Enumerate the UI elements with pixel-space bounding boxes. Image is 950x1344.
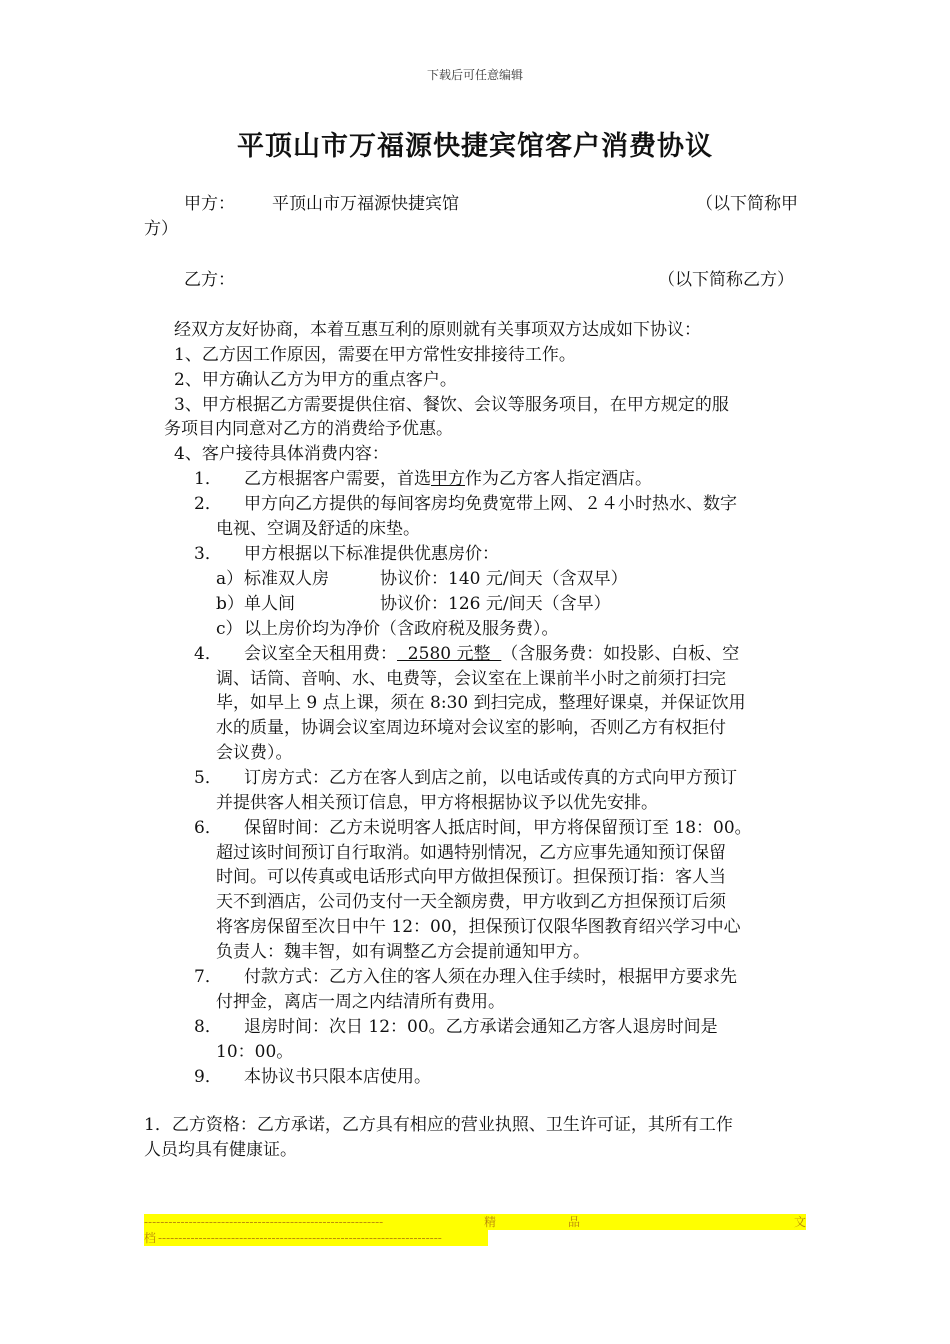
rate-b-mark: b） (216, 594, 244, 614)
footer-dashes-left: ----------------------------------------------------------- (144, 1215, 384, 1229)
footer-word-2: 品 (568, 1215, 581, 1229)
clause-2: 2、甲方确认乙方为甲方的重点客户。 (174, 370, 457, 390)
item-7-line-2: 付押金，离店一周之内结清所有费用。 (216, 992, 505, 1012)
rate-a-mark: a） (216, 569, 244, 589)
party-b-alias: （以下简称乙方） (658, 270, 794, 290)
clause-1: 1、乙方因工作原因，需要在甲方常性安排接待工作。 (174, 345, 576, 365)
item-9-line-1: 本协议书只限本店使用。 (244, 1067, 431, 1087)
item-3-line-1: 甲方根据以下标准提供优惠房价： (244, 544, 499, 564)
footer-dashes-right: ---------------------------------------------------------------------- (158, 1231, 442, 1245)
rate-c-mark: c） (216, 619, 243, 639)
item-6-line-5: 将客房保留至次日中午 12：00，担保预订仅限华图教育绍兴学习中心 (216, 917, 741, 937)
item-4-number: 4． (194, 644, 222, 664)
party-a-alias-cont: 方） (144, 219, 178, 239)
item-7-line-1: 付款方式：乙方入住的客人须在办理入住手续时，根据甲方要求先 (244, 967, 737, 987)
footer-word-1: 精 (484, 1215, 497, 1229)
item-6-line-1: 保留时间：乙方未说明客人抵店时间，甲方将保留预订至 18：00。 (244, 818, 752, 838)
clause-3-cont: 务项目内同意对乙方的消费给予优惠。 (164, 419, 453, 439)
item-9-number: 9． (194, 1067, 222, 1087)
footer-word-4: 档 (144, 1231, 157, 1245)
party-a-alias: （以下简称甲 (696, 194, 798, 214)
item-7-number: 7． (194, 967, 222, 987)
item-4-line-5: 会议费）。 (216, 743, 293, 763)
item-4-line-3: 毕，如早上 9 点上课，须在 8:30 到扫完成，整理好课桌，并保证饮用 (216, 693, 746, 713)
item-1-number: 1． (194, 469, 222, 489)
rate-a-name: 标准双人房 (244, 569, 329, 589)
item-6-line-6: 负责人：魏丰智，如有调整乙方会提前通知甲方。 (216, 942, 590, 962)
download-note: 下载后可任意编辑 (426, 68, 523, 82)
clause-4: 4、客户接待具体消费内容： (174, 444, 389, 464)
item-6-line-3: 时间。可以传真或电话形式向甲方做担保预订。担保预订指：客人当 (216, 867, 726, 887)
item-8-line-2: 10：00。 (216, 1042, 294, 1062)
item-4-line-2: 调、话筒、音响、水、电费等，会议室在上课前半小时之前须打扫完 (216, 669, 726, 689)
party-a-name: 平顶山市万福源快捷宾馆 (272, 194, 459, 214)
footer-word-3: 文 (794, 1215, 807, 1229)
item-5-line-1: 订房方式：乙方在客人到店之前，以电话或传真的方式向甲方预订 (244, 768, 737, 788)
item-2-line-2: 电视、空调及舒适的床垫。 (216, 519, 420, 539)
party-a-label: 甲方： (184, 194, 235, 214)
rate-a-price: 协议价：140 元/间天（含双早） (380, 569, 628, 589)
page-title: 平顶山市万福源快捷宾馆客户消费协议 (237, 131, 713, 162)
item-6-number: 6． (194, 818, 222, 838)
item-4-line-4: 水的质量，协调会议室周边环境对会议室的影响，否则乙方有权拒付 (216, 718, 726, 738)
item-4-line-1: 会议室全天租用费： 2580 元整 （含服务费：如投影、白板、空 (244, 644, 740, 664)
rate-b-name: 单人间 (244, 594, 295, 614)
item-5-number: 5． (194, 768, 222, 788)
rate-c-text: 以上房价均为净价（含政府税及服务费）。 (244, 619, 559, 639)
item-6-line-2: 超过该时间预订自行取消。如遇特别情况，乙方应事先通知预订保留 (216, 843, 726, 863)
qualification-line-1: 1．乙方资格：乙方承诺，乙方具有相应的营业执照、卫生许可证，其所有工作 (144, 1115, 733, 1135)
clause-3: 3、甲方根据乙方需要提供住宿、餐饮、会议等服务项目，在甲方规定的服 (174, 395, 729, 415)
item-8-number: 8． (194, 1017, 222, 1037)
item-2-number: 2． (194, 494, 222, 514)
item-1-text: 乙方根据客户需要，首选甲方作为乙方客人指定酒店。 (244, 469, 652, 489)
item-3-number: 3． (194, 544, 222, 564)
item-5-line-2: 并提供客人相关预订信息，甲方将根据协议予以优先安排。 (216, 793, 658, 813)
qualification-line-2: 人员均具有健康证。 (144, 1140, 297, 1160)
item-6-line-4: 天不到酒店，公司仍支付一天全额房费，甲方收到乙方担保预订后须 (216, 892, 726, 912)
party-b-label: 乙方： (184, 270, 235, 290)
intro-text: 经双方友好协商，本着互惠互利的原则就有关事项双方达成如下协议： (174, 320, 701, 340)
item-8-line-1: 退房时间：次日 12：00。乙方承诺会通知乙方客人退房时间是 (244, 1017, 718, 1037)
item-2-line-1: 甲方向乙方提供的每间客房均免费宽带上网、２４小时热水、数字 (244, 494, 737, 514)
rate-b-price: 协议价：126 元/间天（含早） (380, 594, 611, 614)
